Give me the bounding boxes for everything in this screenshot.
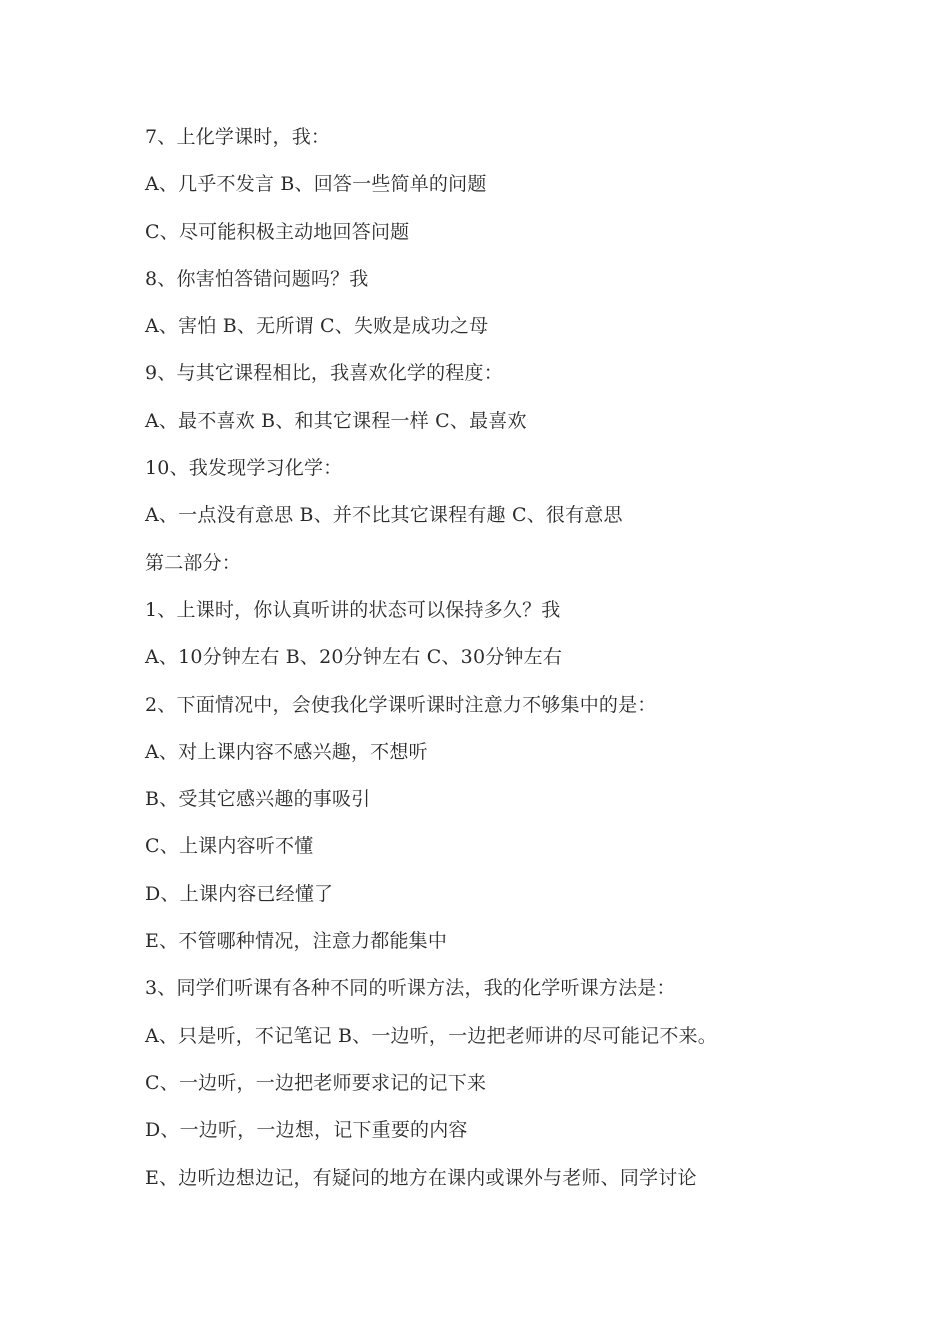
question-10: 10、我发现学习化学： — [145, 457, 343, 480]
part2-question-2-option-a: A、对上课内容不感兴趣，不想听 — [145, 740, 428, 763]
part2-question-3-option-d: D、一边听，一边想，记下重要的内容 — [145, 1119, 468, 1142]
question-7: 7、上化学课时，我： — [145, 126, 331, 148]
question-8: 8、你害怕答错问题吗？我 — [145, 267, 369, 290]
question-9: 9、与其它课程相比，我喜欢化学的程度： — [145, 362, 503, 385]
part2-question-1-options: A、10分钟左右 B、20分钟左右 C、30分钟左右 — [145, 646, 563, 669]
question-9-options: A、最不喜欢 B、和其它课程一样 C、最喜欢 — [145, 409, 527, 432]
section-heading-part-two: 第二部分： — [145, 551, 242, 574]
part2-question-2-option-c: C、上课内容听不懂 — [145, 835, 314, 858]
part2-question-2-option-d: D、上课内容已经懂了 — [145, 882, 334, 905]
part2-question-1: 1、上课时，你认真听讲的状态可以保持多久？我 — [145, 598, 561, 621]
part2-question-3-option-c: C、一边听，一边把老师要求记的记下来 — [145, 1071, 487, 1094]
question-7-options-ab: A、几乎不发言 B、回答一些简单的问题 — [145, 173, 487, 196]
question-10-options: A、一点没有意思 B、并不比其它课程有趣 C、很有意思 — [145, 504, 623, 527]
part2-question-3-option-e: E、边听边想边记，有疑问的地方在课内或课外与老师、同学讨论 — [145, 1166, 697, 1189]
part2-question-2: 2、下面情况中，会使我化学课听课时注意力不够集中的是： — [145, 693, 657, 716]
part2-question-2-option-b: B、受其它感兴趣的事吸引 — [145, 788, 371, 811]
question-7-option-c: C、尽可能积极主动地回答问题 — [145, 220, 410, 243]
document-body — [145, 114, 925, 1202]
question-8-options: A、害怕 B、无所谓 C、失败是成功之母 — [145, 315, 489, 338]
part2-question-2-option-e: E、不管哪种情况，注意力都能集中 — [145, 930, 448, 953]
part2-question-3: 3、同学们听课有各种不同的听课方法，我的化学听课方法是： — [145, 977, 676, 1000]
part2-question-3-options-ab: A、只是听，不记笔记 B、一边听，一边把老师讲的尽可能记不来。 — [145, 1024, 717, 1047]
